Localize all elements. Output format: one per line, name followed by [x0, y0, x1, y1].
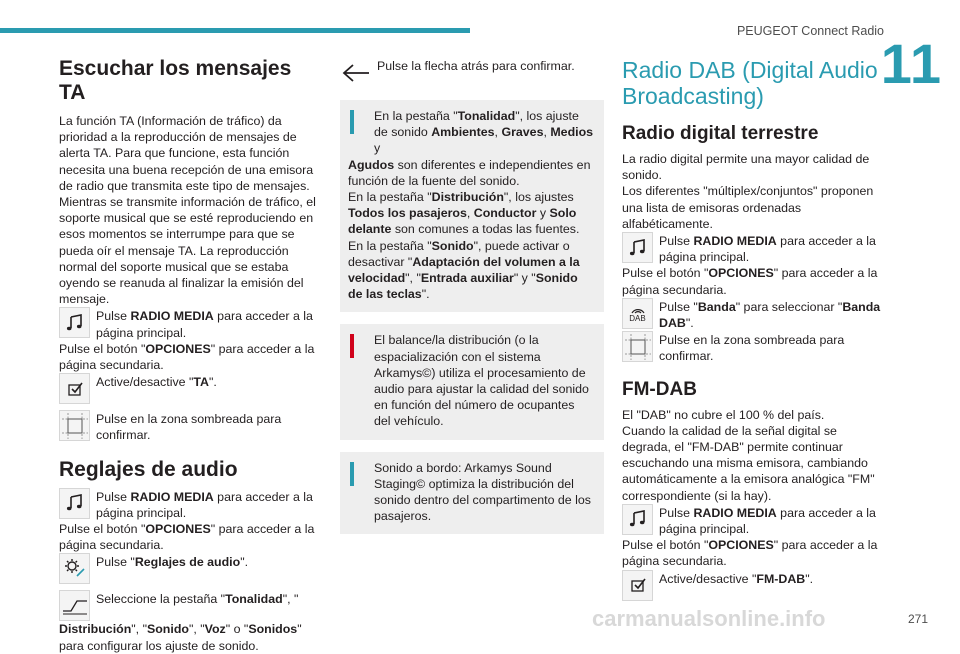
step-back-arrow: Pulse la flecha atrás para confirmar. — [340, 57, 604, 88]
column-3 — [622, 57, 884, 601]
header-title: PEUGEOT Connect Radio — [736, 24, 884, 38]
page-number: 271 — [907, 612, 928, 626]
checkbox-icon — [59, 373, 90, 404]
step-toggle-fm-dab: Active/desactive "FM-DAB". — [622, 570, 884, 601]
heading-digital-terrestrial: Radio digital terrestre — [622, 123, 819, 144]
shaded-zone-icon — [59, 410, 90, 441]
terrestrial-description-2: Los diferentes "múltiplex/conjuntos" proponen una lista de emisoras ordenadas alfabéticamente. — [622, 184, 874, 231]
step-audio-radio-media: Pulse RADIO MEDIA para acceder a la página principal. — [59, 488, 317, 521]
warning-icon — [350, 334, 354, 358]
step-select-tab: Seleccione la pestaña "Tonalidad", " — [59, 590, 317, 621]
info-box-arkamys: Sonido a bordo: Arkamys Sound Staging© optimiza la distribución del sonido dentro del compartimento de los pasajeros. — [340, 452, 604, 535]
music-note-icon — [622, 232, 653, 263]
music-note-icon — [59, 307, 90, 338]
header-accent-bar — [0, 28, 470, 33]
column-2 — [340, 57, 604, 534]
warning-box-balance: El balance/la distribución (o la espacialización con el sistema Arkamys©) utiliza el procesamiento de audio para ajustar la calidad del sonido en función del número de ocupantes del vehículo. — [340, 324, 604, 439]
step-dab-radio-media: Pulse RADIO MEDIA para acceder a la página principal. — [622, 232, 884, 265]
column-1 — [59, 57, 317, 654]
step-audio-settings: Pulse "Reglajes de audio". — [59, 553, 317, 584]
step-options: Pulse el botón "OPCIONES" para acceder a la página secundaria. — [59, 341, 315, 373]
terrestrial-description: La radio digital permite una mayor calidad de sonido. — [622, 152, 870, 183]
dab-icon — [622, 298, 653, 329]
info-box-tabs: En la pestaña "Tonalidad", los ajuste de sonido Ambientes, Graves, Medios y Agudos son diferentes e independientes en función de la fuente del sonido. En la pestaña "Distribución", los ajustes Todos los pasajeros, Conductor y Solo delante son comunes a todas las fuentes. En la pestaña "Sonido", puede activar o desactivar "Adaptación del volumen a la velocidad", "Entrada auxiliar" y "Sonido de las teclas". — [340, 100, 604, 312]
equalizer-curve-icon — [59, 590, 90, 621]
step-dab-options: Pulse el botón "OPCIONES" para acceder a la página secundaria. — [622, 266, 878, 297]
checkbox-icon — [622, 570, 653, 601]
step-dab-confirm: Pulse en la zona sombreada para confirmar. — [622, 331, 884, 364]
shaded-zone-icon — [622, 331, 653, 362]
step-select-tab-cont: Distribución", "Sonido", "Voz" o "Sonidos" para configurar los ajuste de sonido. — [59, 622, 302, 653]
step-toggle-ta: Active/desactive "TA". — [59, 373, 317, 404]
step-confirm-shaded: Pulse en la zona sombreada para confirmar. — [59, 410, 317, 443]
chapter-number: 11 — [880, 32, 942, 95]
step-dab-band: DAB Pulse "Banda" para seleccionar "Banda DAB". — [622, 298, 884, 331]
step-radio-media: Pulse RADIO MEDIA para acceder a la página principal. — [59, 307, 317, 340]
step-fm-radio-media: Pulse RADIO MEDIA para acceder a la página principal. — [622, 504, 884, 537]
heading-audio-settings: Reglajes de audio — [59, 457, 238, 481]
gear-icon — [59, 553, 90, 584]
music-note-icon — [622, 504, 653, 535]
step-audio-options: Pulse el botón "OPCIONES" para acceder a la página secundaria. — [59, 522, 315, 553]
fm-dab-description: El "DAB" no cubre el 100 % del país. — [622, 407, 825, 422]
heading-dab: Radio DAB (Digital Audio Broadcasting) — [622, 57, 878, 109]
heading-ta-messages: Escuchar los mensajes TA — [59, 57, 292, 104]
music-note-icon — [59, 488, 90, 519]
step-fm-options: Pulse el botón "OPCIONES" para acceder a la página secundaria. — [622, 538, 878, 569]
info-icon — [350, 110, 354, 134]
info-icon — [350, 462, 354, 486]
heading-fm-dab: FM-DAB — [622, 378, 697, 400]
back-arrow-icon — [340, 57, 371, 88]
ta-description: La función TA (Información de tráfico) da prioridad a la reproducción de mensajes de alerta TA. Para que funcione, esta función necesita una buena recepción de una emisora de radio que transmita este tipo de mensajes. Mientras se transmite información de tráfico, el soporte musical que se esté reproduciendo en esos momentos se interrumpe para que se pueda oír el mensaje TA. La reproducción normal del soporte musical que se estaba oyendo se reanuda al finalizar la emisión del mensaje. — [59, 114, 316, 307]
fm-dab-description-2: Cuando la calidad de la señal digital se degrada, el "FM-DAB" permite continuar escuchando una misma emisora, cambiando automáticamente a la emisora analógica "FM" correspondiente (si la hay). — [622, 423, 875, 503]
watermark: carmanualsonline.info — [592, 606, 826, 631]
dab-icon-label: DAB — [629, 314, 646, 324]
